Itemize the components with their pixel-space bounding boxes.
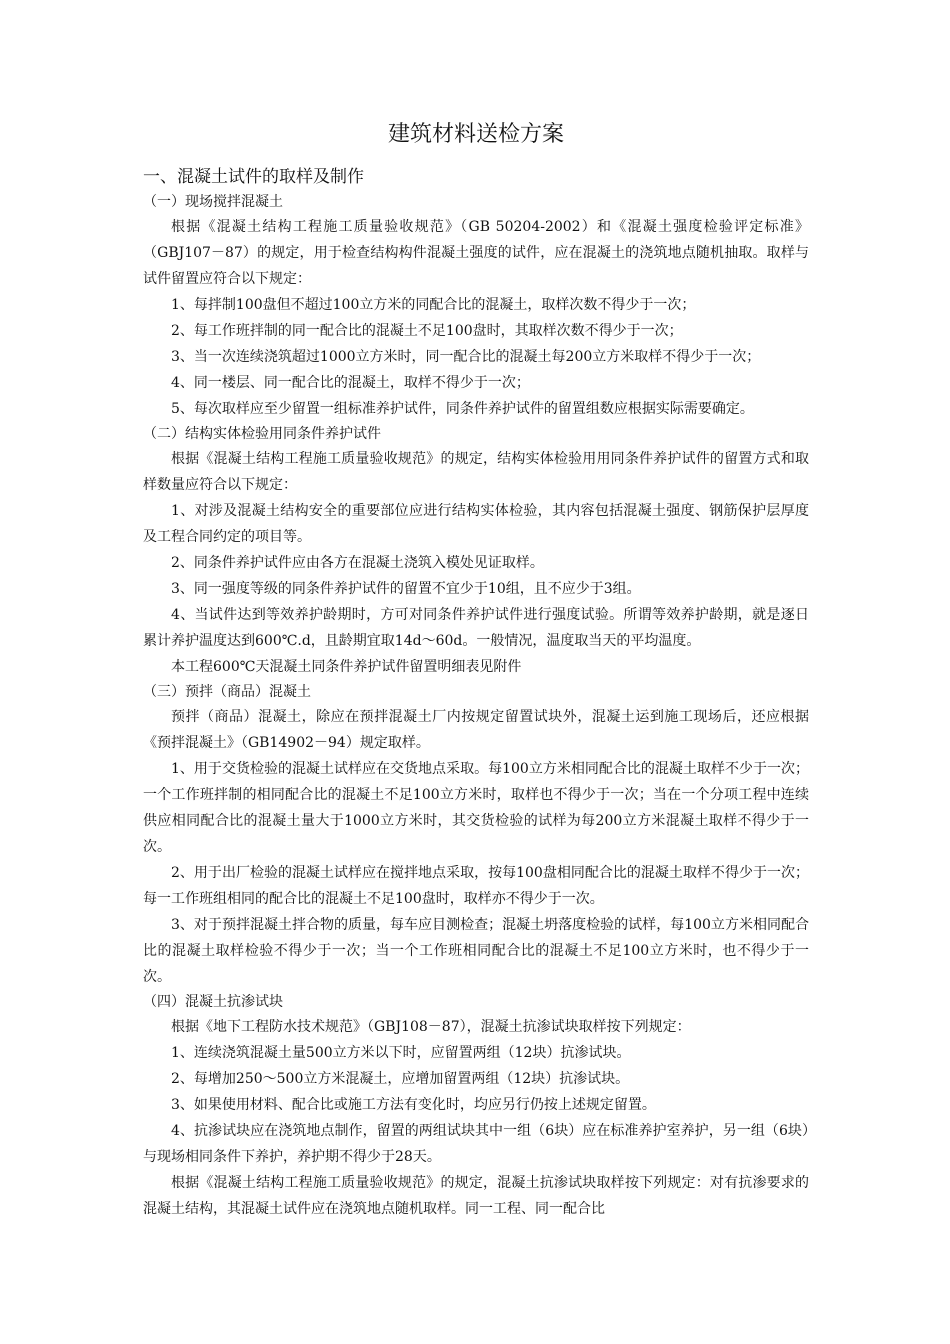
list-item: 3、同一强度等级的同条件养护试件的留置不宜少于10组，且不应少于3组。 (171, 581, 641, 597)
paragraph: 根据《混凝土结构工程施工质量验收规范》（GB 50204-2002）和《混凝土强度检验评定标准》（GBJ107－87）的规定，用于检查结构构件混凝土强度的试件，应在混凝土的浇筑地点随机抽取。取样与试件留置应符合以下规定： (143, 219, 809, 287)
list-item: 2、同条件养护试件应由各方在混凝土浇筑入模处见证取样。 (171, 555, 544, 571)
list-item: 2、每增加250～500立方米混凝土，应增加留置两组（12块）抗渗试块。 (171, 1071, 630, 1087)
list-item: 5、每次取样应至少留置一组标准养护试件，同条件养护试件的留置组数应根据实际需要确定。 (171, 401, 754, 417)
list-item: 4、同一楼层、同一配合比的混凝土，取样不得少于一次； (171, 375, 530, 391)
paragraph: 预拌（商品）混凝土，除应在预拌混凝土厂内按规定留置试块外，混凝土运到施工现场后，还应根据《预拌混凝土》（GB14902－94）规定取样。 (143, 709, 809, 751)
paragraph: 根据《混凝土结构工程施工质量验收规范》的规定，结构实体检验用用同条件养护试件的留置方式和取样数量应符合以下规定： (143, 451, 809, 493)
paragraph: 根据《混凝土结构工程施工质量验收规范》的规定，混凝土抗渗试块取样按下列规定：对有抗渗要求的混凝土结构，其混凝土试件应在浇筑地点随机取样。同一工程、同一配合比 (143, 1175, 809, 1217)
list-item: 4、当试件达到等效养护龄期时，方可对同条件养护试件进行强度试验。所谓等效养护龄期，就是逐日累计养护温度达到600℃.d，且龄期宜取14d～60d。一般情况，温度取当天的平均温度。 (143, 607, 809, 649)
section-heading-1: 一、混凝土试件的取样及制作 (143, 167, 364, 187)
list-item: 1、每拌制100盘但不超过100立方米的同配合比的混凝土，取样次数不得少于一次； (171, 297, 696, 313)
list-item: 4、抗渗试块应在浇筑地点制作，留置的两组试块其中一组（6块）应在标准养护室养护，另一组（6块）与现场相同条件下养护，养护期不得少于28天。 (143, 1123, 809, 1165)
list-item: 1、对涉及混凝土结构安全的重要部位应进行结构实体检验，其内容包括混凝土强度、钢筋保护层厚度及工程合同约定的项目等。 (143, 503, 809, 545)
subsection-heading-3: （三）预拌（商品）混凝土 (143, 684, 311, 700)
paragraph-note: 本工程600℃天混凝土同条件养护试件留置明细表见附件 (171, 659, 522, 675)
list-item: 3、当一次连续浇筑超过1000立方米时，同一配合比的混凝土每200立方米取样不得少于一次； (171, 349, 761, 365)
subsection-heading-1: （一）现场搅拌混凝土 (143, 194, 283, 210)
list-item: 1、用于交货检验的混凝土试样应在交货地点采取。每100立方米相同配合比的混凝土取样不少于一次；一个工作班拌制的相同配合比的混凝土不足100立方米时，取样也不得少于一次；当在一个分项工程中连续供应相同配合比的混凝土量大于1000立方米时，其交货检验的试样为每200立方米混凝土取样不得少于一次。 (143, 761, 809, 855)
list-item: 3、如果使用材料、配合比或施工方法有变化时，均应另行仍按上述规定留置。 (171, 1097, 656, 1113)
subsection-heading-4: （四）混凝土抗渗试块 (143, 994, 283, 1010)
paragraph: 根据《地下工程防水技术规范》（GBJ108－87），混凝土抗渗试块取样按下列规定： (171, 1019, 691, 1035)
document-page (143, 120, 809, 1222)
subsection-heading-2: （二）结构实体检验用同条件养护试件 (143, 426, 381, 442)
list-item: 3、对于预拌混凝土拌合物的质量，每车应目测检查；混凝土坍落度检验的试样，每100立方米相同配合比的混凝土取样检验不得少于一次；当一个工作班相同配合比的混凝土不足100立方米时，也不得少于一次。 (143, 917, 809, 985)
list-item: 2、用于出厂检验的混凝土试样应在搅拌地点采取，按每100盘相同配合比的混凝土取样不得少于一次；每一工作班组相同的配合比的混凝土不足100盘时，取样亦不得少于一次。 (143, 865, 809, 907)
list-item: 2、每工作班拌制的同一配合比的混凝土不足100盘时，其取样次数不得少于一次； (171, 323, 683, 339)
document-title: 建筑材料送检方案 (387, 122, 564, 147)
list-item: 1、连续浇筑混凝土量500立方米以下时，应留置两组（12块）抗渗试块。 (171, 1045, 631, 1061)
